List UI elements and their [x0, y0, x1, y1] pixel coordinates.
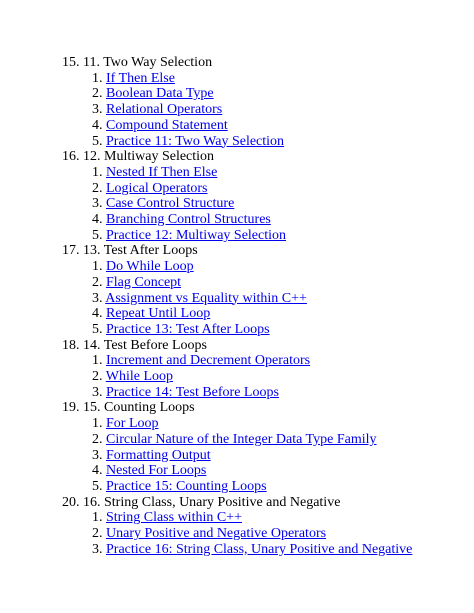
list-item	[92, 228, 412, 244]
chapter-title: 15. Counting Loops	[83, 400, 195, 416]
list-item	[92, 165, 412, 181]
item-number: 5.	[92, 478, 103, 494]
list-item	[92, 86, 412, 102]
chapter-number: 20.	[62, 494, 80, 510]
link-boolean-data-type[interactable]: Boolean Data Type	[106, 86, 214, 102]
link-practice-12[interactable]: Practice 12: Multiway Selection	[106, 227, 287, 243]
link-relational-operators[interactable]: Relational Operators	[106, 102, 223, 118]
chapter-12-multiway-selection	[62, 149, 412, 243]
chapter-14-test-before-loops	[62, 338, 412, 401]
chapter-sublist	[62, 416, 412, 495]
item-number: 4.	[92, 212, 103, 228]
link-if-then-else[interactable]: If Then Else	[106, 70, 175, 86]
link-practice-13[interactable]: Practice 13: Test After Loops	[106, 321, 270, 337]
item-number: 1.	[92, 510, 103, 526]
list-item	[92, 479, 412, 495]
chapter-13-test-after-loops	[62, 243, 412, 337]
link-logical-operators[interactable]: Logical Operators	[106, 180, 208, 196]
item-number: 5.	[92, 321, 103, 337]
item-number: 2.	[92, 526, 103, 542]
chapter-title: 11. Two Way Selection	[83, 55, 213, 70]
chapter-heading	[62, 495, 412, 511]
list-item	[92, 134, 412, 150]
list-item	[92, 353, 412, 369]
list-item	[92, 275, 412, 291]
chapter-heading	[62, 400, 412, 416]
item-number: 1.	[92, 70, 103, 86]
chapter-sublist	[62, 353, 412, 400]
list-item	[92, 432, 412, 448]
chapter-title: 12. Multiway Selection	[83, 149, 215, 165]
list-item	[92, 385, 412, 401]
chapter-sublist	[62, 510, 412, 557]
link-practice-11[interactable]: Practice 11: Two Way Selection	[106, 133, 285, 149]
link-do-while-loop[interactable]: Do While Loop	[106, 259, 194, 275]
item-number: 1.	[92, 164, 103, 180]
item-number: 3.	[92, 196, 103, 212]
link-nested-for-loops[interactable]: Nested For Loops	[106, 463, 207, 479]
item-number: 5.	[92, 133, 103, 149]
table-of-contents	[62, 55, 412, 558]
chapter-heading	[62, 55, 412, 71]
link-unary-positive-negative[interactable]: Unary Positive and Negative Operators	[106, 526, 327, 542]
chapter-15-counting-loops	[62, 400, 412, 494]
chapter-number: 18.	[62, 337, 80, 353]
item-number: 2.	[92, 274, 103, 290]
chapter-sublist	[62, 71, 412, 150]
list-item	[92, 306, 412, 322]
link-practice-15[interactable]: Practice 15: Counting Loops	[106, 478, 267, 494]
link-increment-decrement-operators[interactable]: Increment and Decrement Operators	[106, 353, 311, 369]
link-flag-concept[interactable]: Flag Concept	[106, 274, 182, 290]
item-number: 3.	[92, 290, 103, 306]
item-number: 2.	[92, 369, 103, 385]
chapter-title: 13. Test After Loops	[83, 243, 198, 259]
link-practice-14[interactable]: Practice 14: Test Before Loops	[106, 384, 279, 400]
list-item	[92, 118, 412, 134]
link-circular-nature-integer[interactable]: Circular Nature of the Integer Data Type Family	[106, 431, 377, 447]
list-item	[92, 542, 412, 558]
chapter-number: 15.	[62, 55, 80, 70]
chapter-16-string-class	[62, 495, 412, 558]
chapter-number: 19.	[62, 400, 80, 416]
link-while-loop[interactable]: While Loop	[105, 369, 174, 385]
link-case-control-structure[interactable]: Case Control Structure	[106, 196, 235, 212]
chapter-number: 17.	[62, 243, 80, 259]
chapter-title: 14. Test Before Loops	[83, 337, 207, 353]
chapter-sublist	[62, 259, 412, 338]
item-number: 1.	[92, 353, 103, 369]
link-compound-statement[interactable]: Compound Statement	[106, 117, 228, 133]
item-number: 4.	[92, 463, 103, 479]
item-number: 4.	[92, 306, 103, 322]
link-nested-if-then-else[interactable]: Nested If Then Else	[106, 164, 218, 180]
list-item	[92, 463, 412, 479]
link-branching-control-structures[interactable]: Branching Control Structures	[106, 212, 271, 228]
item-number: 3.	[92, 541, 103, 557]
list-item	[92, 259, 412, 275]
link-practice-16[interactable]: Practice 16: String Class, Unary Positive and Negative	[106, 541, 413, 557]
chapter-heading	[62, 149, 412, 165]
item-number: 5.	[92, 227, 103, 243]
link-string-class-within-cpp[interactable]: String Class within C++	[106, 510, 242, 526]
chapter-heading	[62, 338, 412, 354]
item-number: 2.	[92, 86, 103, 102]
chapter-title: 16. String Class, Unary Positive and Negative	[83, 494, 341, 510]
chapter-heading	[62, 243, 412, 259]
list-item	[92, 369, 412, 385]
list-item	[92, 416, 412, 432]
list-item	[92, 181, 412, 197]
link-formatting-output[interactable]: Formatting Output	[106, 447, 211, 463]
list-item	[92, 102, 412, 118]
list-item	[92, 526, 412, 542]
item-number: 4.	[92, 117, 103, 133]
link-for-loop[interactable]: For Loop	[106, 416, 159, 432]
list-item	[92, 322, 412, 338]
list-item	[92, 448, 412, 464]
list-item	[92, 212, 412, 228]
link-repeat-until-loop[interactable]: Repeat Until Loop	[106, 306, 211, 322]
link-assignment-vs-equality[interactable]: Assignment vs Equality within C++	[105, 290, 307, 306]
list-item	[92, 71, 412, 87]
item-number: 3.	[92, 384, 103, 400]
list-item	[92, 196, 412, 212]
item-number: 2.	[92, 431, 103, 447]
list-item	[92, 510, 412, 526]
item-number: 3.	[92, 447, 103, 463]
chapter-11-two-way-selection	[62, 55, 412, 149]
item-number: 3.	[92, 102, 103, 118]
chapter-number: 16.	[62, 149, 80, 165]
item-number: 2.	[92, 180, 103, 196]
list-item	[92, 291, 412, 307]
item-number: 1.	[92, 416, 103, 432]
chapter-sublist	[62, 165, 412, 244]
item-number: 1.	[92, 259, 103, 275]
